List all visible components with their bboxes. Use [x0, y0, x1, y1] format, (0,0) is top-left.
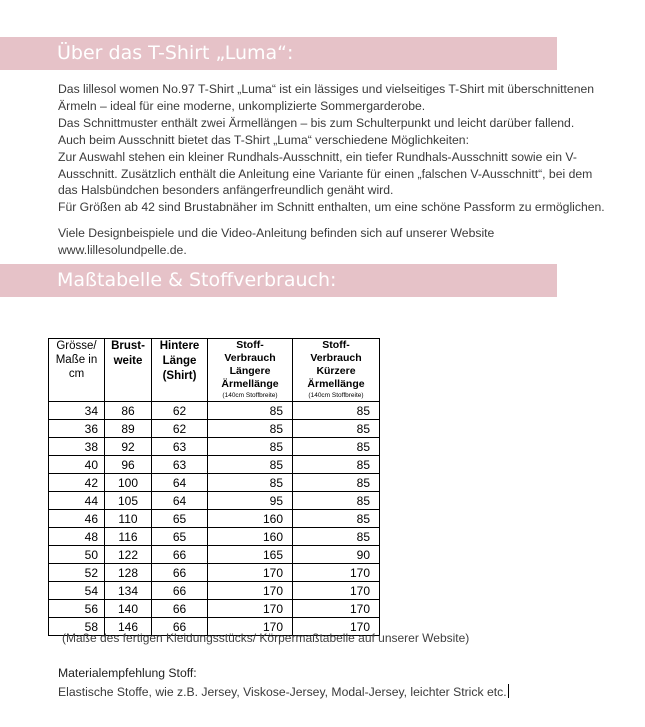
- cell-fabric-short: 170: [293, 600, 380, 618]
- table-row: [49, 510, 380, 528]
- cell-chest: 134: [105, 582, 152, 600]
- cell-size: 52: [49, 564, 105, 582]
- text-cursor: [508, 684, 509, 698]
- cell-fabric-short: 85: [293, 528, 380, 546]
- table-note: (Maße des fertigen Kleidungsstücks/ Körpermaßtabelle auf unserer Website): [62, 631, 470, 645]
- cell-back-length: 65: [152, 528, 208, 546]
- table-row: [49, 402, 380, 420]
- cell-size: 38: [49, 438, 105, 456]
- cell-fabric-long: 160: [208, 510, 293, 528]
- table-row: [49, 600, 380, 618]
- cell-fabric-long: 85: [208, 402, 293, 420]
- cell-chest: 122: [105, 546, 152, 564]
- cell-back-length: 66: [152, 618, 208, 636]
- cell-chest: 89: [105, 420, 152, 438]
- cell-fabric-long: 85: [208, 474, 293, 492]
- cell-fabric-long: 165: [208, 546, 293, 564]
- cell-size: 44: [49, 492, 105, 510]
- description-line: Zur Auswahl stehen ein kleiner Rundhals-Ausschnitt, ein tiefer Rundhals-Ausschnitt sowie ein V-: [58, 149, 577, 164]
- cell-fabric-long: 85: [208, 456, 293, 474]
- cell-chest: 128: [105, 564, 152, 582]
- material-heading: Materialempfehlung Stoff:: [58, 666, 197, 680]
- description-line: Auch beim Ausschnitt bietet das T-Shirt „Luma“ verschiedene Möglichkeiten:: [58, 132, 469, 147]
- description-line: Das Schnittmuster enthält zwei Ärmellängen – bis zum Schulterpunkt und leicht darüber fallend.: [58, 115, 575, 130]
- cell-fabric-short: 170: [293, 564, 380, 582]
- cell-size: 36: [49, 420, 105, 438]
- cell-size: 40: [49, 456, 105, 474]
- section-heading-size-table: Maßtabelle & Stoffverbrauch:: [0, 264, 557, 297]
- section-heading-about: Über das T-Shirt „Luma“:: [0, 37, 557, 70]
- cell-back-length: 64: [152, 492, 208, 510]
- table-header-row: [49, 339, 380, 402]
- header-back-length: Hintere Länge (Shirt): [152, 339, 208, 402]
- description-line: Für Größen ab 42 sind Brustabnäher im Schnitt enthalten, um eine schöne Passform zu ermöglichen.: [58, 200, 605, 215]
- table-row: [49, 438, 380, 456]
- cell-fabric-long: 170: [208, 600, 293, 618]
- header-fabric-long-width: (140cm Stoffbreite): [222, 392, 278, 399]
- cell-back-length: 64: [152, 474, 208, 492]
- cell-size: 50: [49, 546, 105, 564]
- table-row: [49, 420, 380, 438]
- cell-chest: 86: [105, 402, 152, 420]
- table-row: [49, 528, 380, 546]
- cell-fabric-short: 85: [293, 420, 380, 438]
- description-line: Ärmeln – ideal für eine moderne, unkomplizierte Sommergarderobe.: [58, 98, 426, 113]
- cell-chest: 105: [105, 492, 152, 510]
- size-table: [48, 338, 380, 636]
- table-row: [49, 582, 380, 600]
- cell-fabric-short: 170: [293, 582, 380, 600]
- cell-fabric-short: 90: [293, 546, 380, 564]
- cell-fabric-long: 85: [208, 420, 293, 438]
- description-line: Das lillesol women No.97 T-Shirt „Luma“ ist ein lässiges und vielseitiges T-Shirt mit überschnittenen: [58, 82, 595, 96]
- table-row: [49, 456, 380, 474]
- header-fabric-short-label: Stoff-Verbrauch Kürzere Ärmellänge: [307, 339, 365, 390]
- header-fabric-short: [293, 339, 380, 402]
- cell-fabric-short: 85: [293, 474, 380, 492]
- cell-fabric-long: 95: [208, 492, 293, 510]
- cell-fabric-short: 85: [293, 492, 380, 510]
- table-row: [49, 474, 380, 492]
- cell-fabric-short: 85: [293, 456, 380, 474]
- header-fabric-long-label: Stoff-Verbrauch Längere Ärmellänge: [221, 339, 279, 390]
- cell-chest: 110: [105, 510, 152, 528]
- cell-back-length: 66: [152, 582, 208, 600]
- cell-size: 48: [49, 528, 105, 546]
- cell-fabric-long: 170: [208, 618, 293, 636]
- cell-fabric-short: 170: [293, 618, 380, 636]
- header-fabric-long: [208, 339, 293, 402]
- website-line: Viele Designbeispiele und die Video-Anleitung befinden sich auf unserer Website: [58, 226, 495, 240]
- cell-back-length: 66: [152, 564, 208, 582]
- cell-fabric-short: 85: [293, 402, 380, 420]
- cell-fabric-long: 85: [208, 438, 293, 456]
- cell-chest: 96: [105, 456, 152, 474]
- table-row: [49, 564, 380, 582]
- cell-fabric-long: 170: [208, 582, 293, 600]
- website-text: [58, 225, 628, 259]
- table-row: [49, 546, 380, 564]
- cell-fabric-short: 85: [293, 438, 380, 456]
- material-text[interactable]: [58, 684, 509, 699]
- cell-back-length: 63: [152, 456, 208, 474]
- header-fabric-short-width: (140cm Stoffbreite): [308, 392, 364, 399]
- cell-back-length: 66: [152, 546, 208, 564]
- cell-back-length: 66: [152, 600, 208, 618]
- cell-size: 58: [49, 618, 105, 636]
- cell-size: 42: [49, 474, 105, 492]
- cell-back-length: 65: [152, 510, 208, 528]
- cell-chest: 100: [105, 474, 152, 492]
- description-line: Ausschnitt. Zusätzlich enthält die Anleitung eine Variante für einen „falschen V-Ausschnitt“, bei dem: [58, 166, 593, 181]
- cell-back-length: 62: [152, 402, 208, 420]
- cell-chest: 116: [105, 528, 152, 546]
- cell-fabric-long: 170: [208, 564, 293, 582]
- cell-size: 54: [49, 582, 105, 600]
- cell-back-length: 63: [152, 438, 208, 456]
- cell-size: 46: [49, 510, 105, 528]
- cell-fabric-short: 85: [293, 510, 380, 528]
- cell-chest: 92: [105, 438, 152, 456]
- header-chest: Brust- weite: [105, 339, 152, 402]
- cell-size: 34: [49, 402, 105, 420]
- cell-fabric-long: 160: [208, 528, 293, 546]
- cell-back-length: 62: [152, 420, 208, 438]
- cell-size: 56: [49, 600, 105, 618]
- description-line: das Halsbündchen besonders anfängerfreundlich genäht wird.: [58, 183, 394, 198]
- website-link[interactable]: www.lillesolundpelle.de.: [58, 242, 187, 257]
- cell-chest: 146: [105, 618, 152, 636]
- cell-chest: 140: [105, 600, 152, 618]
- table-row: [49, 492, 380, 510]
- material-text-content: Elastische Stoffe, wie z.B. Jersey, Viskose-Jersey, Modal-Jersey, leichter Strick etc.: [58, 685, 507, 699]
- description-text: [58, 81, 628, 216]
- header-size: Grösse/ Maße in cm: [49, 339, 105, 402]
